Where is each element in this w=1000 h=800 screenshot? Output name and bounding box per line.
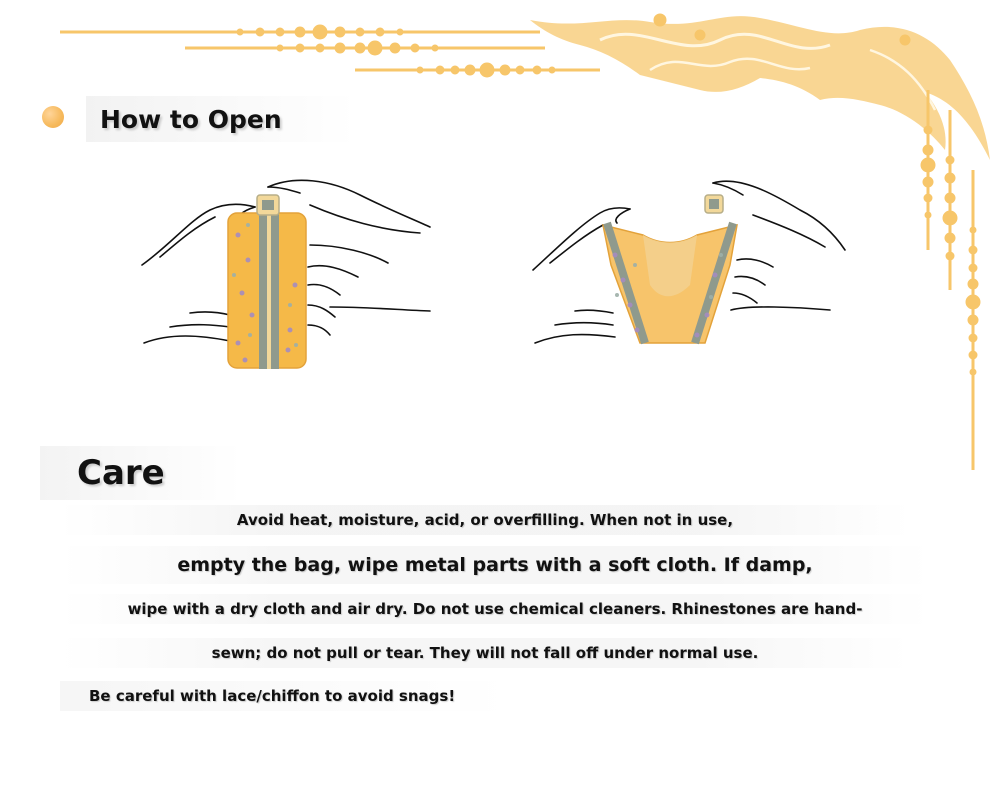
care-text-line: Be careful with lace/chiffon to avoid snags! — [60, 681, 510, 711]
hands-opening-bag-icon — [525, 165, 855, 385]
orange-dot-icon — [42, 106, 64, 128]
care-text-line: sewn; do not pull or tear. They will not fall off under normal use. — [60, 638, 910, 668]
how-to-open-heading: How to Open — [86, 96, 356, 142]
hands-holding-closed-bag-icon — [130, 165, 460, 385]
care-text-line: empty the bag, wipe metal parts with a soft cloth. If damp, — [60, 546, 930, 584]
care-heading: Care — [40, 446, 242, 500]
care-text-line: wipe with a dry cloth and air dry. Do not use chemical cleaners. Rhinestones are hand- — [60, 594, 930, 624]
care-text-line: Avoid heat, moisture, acid, or overfilling. When not in use, — [60, 505, 910, 535]
